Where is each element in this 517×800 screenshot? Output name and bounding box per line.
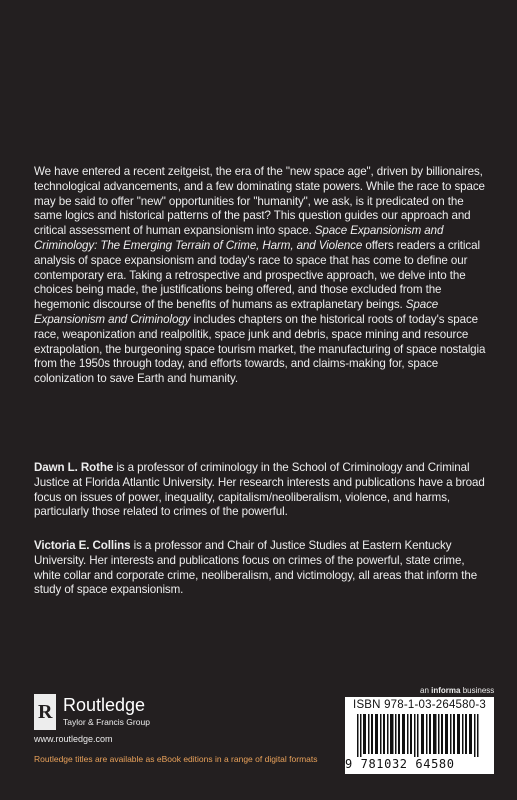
informa-business-label bbox=[420, 686, 494, 695]
book-description bbox=[34, 165, 494, 387]
isbn-label: ISBN 978-1-03-264580-3 bbox=[353, 699, 486, 711]
logo-mark-letter: R bbox=[38, 701, 53, 723]
publisher-url: www.routledge.com bbox=[34, 734, 113, 744]
description-paragraph-3: includes chapters on the historical roots of today's space race, weaponization and realpolitik, space junk and debris, space mining and resource extrapolation, the burgeoning space tourism market, the manufacturing of space nostalgia from the 1950s through today, and efforts towards, and claims-making for, space colonization to save Earth and humanity. bbox=[34, 312, 486, 386]
publisher-logo bbox=[34, 694, 194, 734]
informa-suffix: business bbox=[460, 686, 495, 695]
routledge-logo-icon bbox=[34, 694, 56, 730]
publisher-group: Taylor & Francis Group bbox=[63, 717, 150, 727]
author-name: Victoria E. Collins bbox=[34, 539, 131, 552]
description-paragraph-1: We have entered a recent zeitgeist, the era of the "new space age", driven by billionaires, technological advancements, and a few dominating state powers. While the race to space may be said to offer "new" opportunities for "humanity", we ask, is it predicated on the same logics and historical patterns of the past? This question guides our approach and critical assessment of human expansionism into space. bbox=[34, 165, 485, 238]
informa-brand: informa bbox=[431, 686, 461, 695]
description-paragraph-2: offers readers a critical analysis of space expansionism and today's race to space that has come to define our contemporary era. Taking a retrospective and prospective approach, we delve into the choices being made, the justifications being offered, and those excluded from the hegemonic discourse of the benefits of humans as extraplanetary beings. bbox=[34, 238, 480, 312]
barcode-icon bbox=[349, 714, 490, 758]
author-bio-text: is a professor and Chair of Justice Studies at Eastern Kentucky University. Her interests and publications focus on crimes of the powerful, state crime, white collar and corporate crime, neoliberalism, and victimology, all areas that inform the study of space expansionism. bbox=[34, 539, 478, 597]
informa-prefix: an bbox=[420, 686, 432, 695]
book-title-italic: Space Expansionism and Criminology: The Emerging Terrain of Crime, Harm, and Violence bbox=[34, 224, 444, 252]
barcode-panel bbox=[345, 697, 494, 774]
author-bio-collins bbox=[34, 539, 494, 598]
author-bio-rothe bbox=[34, 461, 494, 520]
book-title-short-italic: Space Expansionism and Criminology bbox=[34, 298, 439, 326]
author-bio-text: is a professor of criminology in the School of Criminology and Criminal Justice at Florida Atlantic University. Her research interests and publications have a broad focus on issues of power, inequality, capitalism/neoliberalism, violence, and harms, particularly those related to crimes of the powerful. bbox=[34, 461, 485, 519]
ebook-note: Routledge titles are available as eBook editions in a range of digital formats bbox=[34, 754, 318, 764]
publisher-name: Routledge bbox=[63, 695, 146, 715]
author-name: Dawn L. Rothe bbox=[34, 461, 114, 474]
barcode-digits: 9 781032 64580 bbox=[345, 757, 494, 771]
